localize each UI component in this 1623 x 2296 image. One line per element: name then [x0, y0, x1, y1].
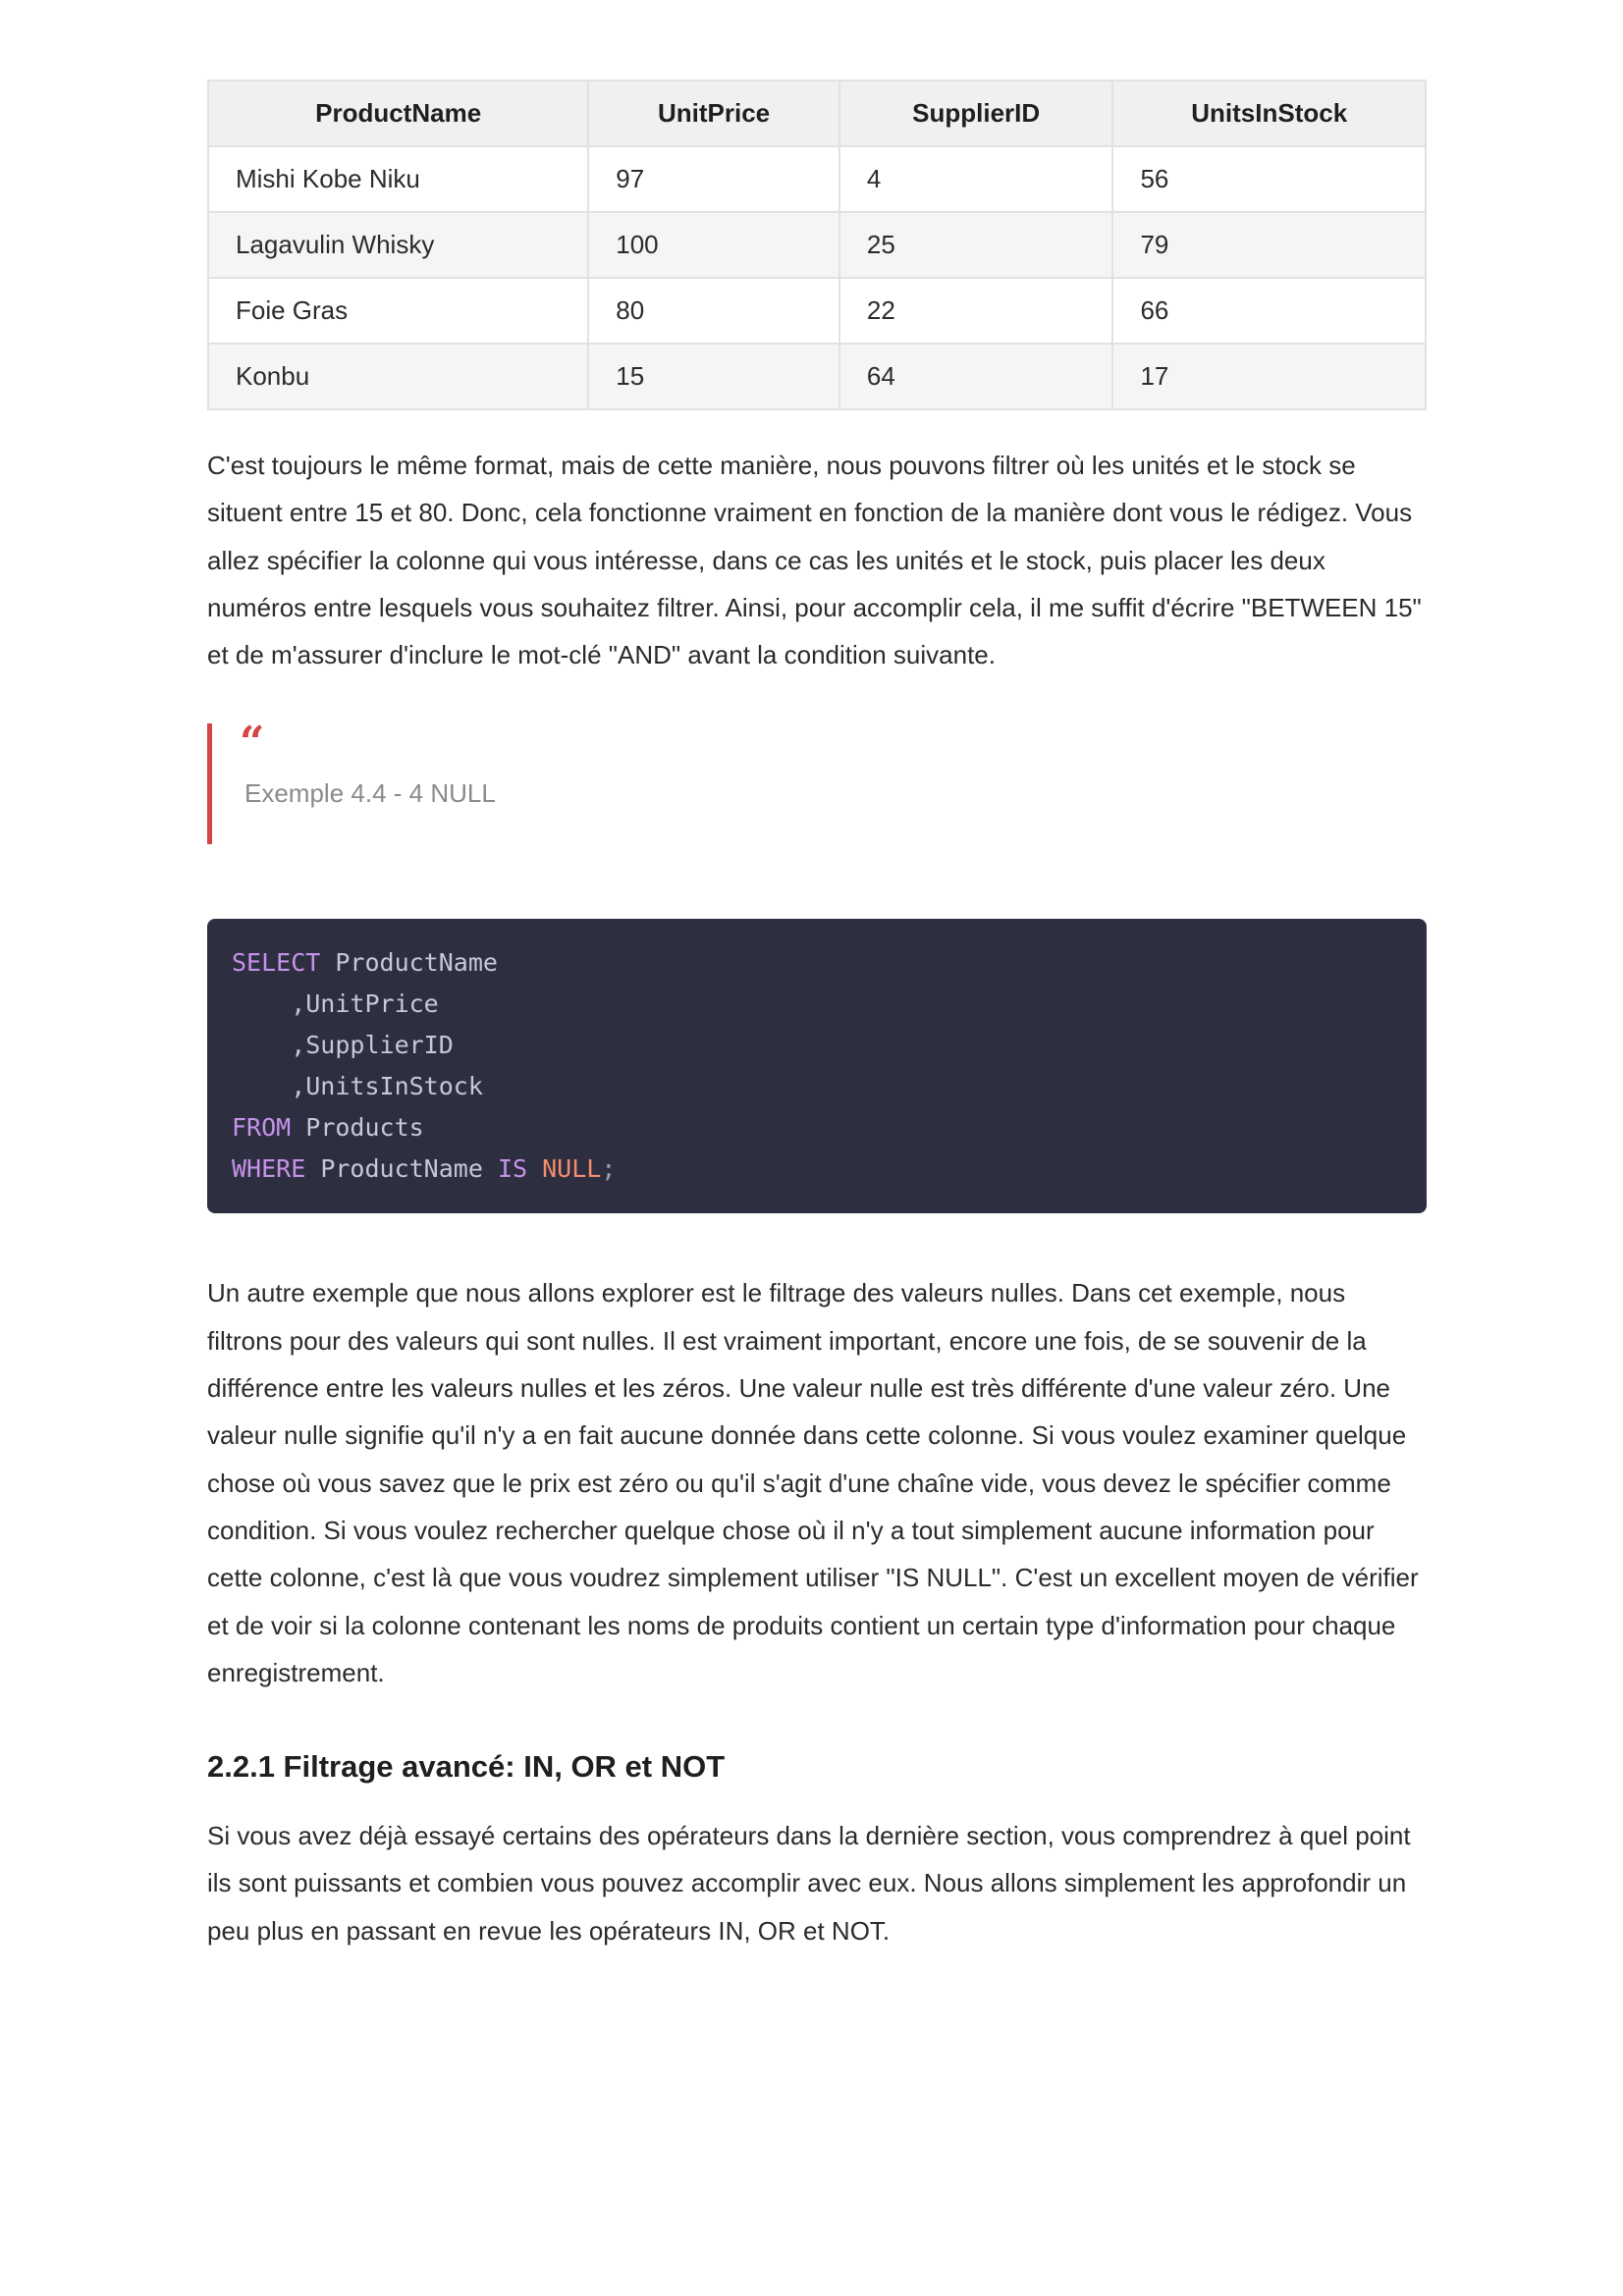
code-line [232, 1107, 1402, 1148]
code-line [232, 1148, 1402, 1190]
table-cell: 4 [839, 146, 1113, 212]
code-line: ,UnitsInStock [232, 1072, 483, 1101]
sql-keyword: IS [497, 1154, 528, 1184]
column-header: UnitPrice [588, 80, 839, 146]
table-cell: 66 [1112, 278, 1426, 344]
table-cell: 97 [588, 146, 839, 212]
table-cell: Konbu [208, 344, 588, 409]
code-text: Products [291, 1113, 424, 1143]
section-heading: 2.2.1 Filtrage avancé: IN, OR et NOT [207, 1749, 726, 1785]
column-header: ProductName [208, 80, 588, 146]
code-line [232, 942, 1402, 984]
table-cell: 17 [1112, 344, 1426, 409]
body-paragraph: Si vous avez déjà essayé certains des opérateurs dans la dernière section, vous comprendrez à quel point ils sont puissants et combien vous pouvez accomplir avec eux. Nous allons simplement les approfondir un peu plus en passant en revue les opérateurs IN, OR et NOT. [207, 1821, 1411, 1946]
body-paragraph: C'est toujours le même format, mais de cette manière, nous pouvons filtrer où les unités et le stock se situent entre 15 et 80. Donc, cela fonctionne vraiment en fonction de la manière dont vous le rédigez. Vous allez spécifier la colonne qui vous intéresse, dans ce cas les unités et le stock, puis placer les deux numéros entre lesquels vous souhaitez filtrer. Ainsi, pour accomplir cela, il me suffit d'écrire "BETWEEN 15" et de m'assurer d'inclure le mot-clé "AND" avant la condition suivante. [207, 451, 1422, 670]
code-text: ProductName [320, 948, 498, 978]
blockquote [207, 718, 1427, 844]
table-row [208, 278, 1426, 344]
document-content [207, 80, 1427, 1954]
sql-null-literal: NULL [542, 1154, 602, 1184]
table-header-row [208, 80, 1426, 146]
code-punctuation: ; [601, 1154, 617, 1184]
table-row [208, 146, 1426, 212]
code-text: ProductName [305, 1154, 498, 1184]
table-row [208, 344, 1426, 409]
table-cell: 80 [588, 278, 839, 344]
products-table [207, 80, 1427, 410]
sql-keyword: SELECT [232, 948, 321, 978]
table-cell: 22 [839, 278, 1113, 344]
table-cell: 79 [1112, 212, 1426, 278]
sql-keyword: FROM [232, 1113, 292, 1143]
sql-keyword: WHERE [232, 1154, 306, 1184]
body-paragraph: Un autre exemple que nous allons explorer est le filtrage des valeurs nulles. Dans cet exemple, nous filtrons pour des valeurs qui sont nulles. Il est vraiment important, encore une fois, de se souvenir de la différence entre les valeurs nulles et les zéros. Une valeur nulle est très différente d'une valeur zéro. Une valeur nulle signifie qu'il n'y a en fait aucune donnée dans cette colonne. Si vous voulez examiner quelque chose où vous savez que le prix est zéro ou qu'il s'agit d'une chaîne vide, vous devez le spécifier comme condition. Si vous voulez rechercher quelque chose où il n'y a tout simplement aucune information pour cette colonne, c'est là que vous voudrez simplement utiliser "IS NULL". C'est un excellent moyen de vérifier et de voir si la colonne contenant les noms de produits contient un certain type d'information pour chaque enregistrement. [207, 1278, 1419, 1687]
table-cell: 25 [839, 212, 1113, 278]
code-line: ,UnitPrice [232, 989, 439, 1019]
table-cell: Mishi Kobe Niku [208, 146, 588, 212]
code-line: ,SupplierID [232, 1031, 454, 1060]
table-cell: 15 [588, 344, 839, 409]
table-cell: 64 [839, 344, 1113, 409]
column-header: SupplierID [839, 80, 1113, 146]
quote-mark-icon: “ [240, 718, 265, 769]
table-cell: 56 [1112, 146, 1426, 212]
table-cell: Lagavulin Whisky [208, 212, 588, 278]
table-row [208, 212, 1426, 278]
column-header: UnitsInStock [1112, 80, 1426, 146]
code-block[interactable] [207, 919, 1427, 1213]
table-cell: 100 [588, 212, 839, 278]
code-text [527, 1154, 542, 1183]
quote-text: Exemple 4.4 - 4 NULL [244, 778, 496, 809]
table-cell: Foie Gras [208, 278, 588, 344]
